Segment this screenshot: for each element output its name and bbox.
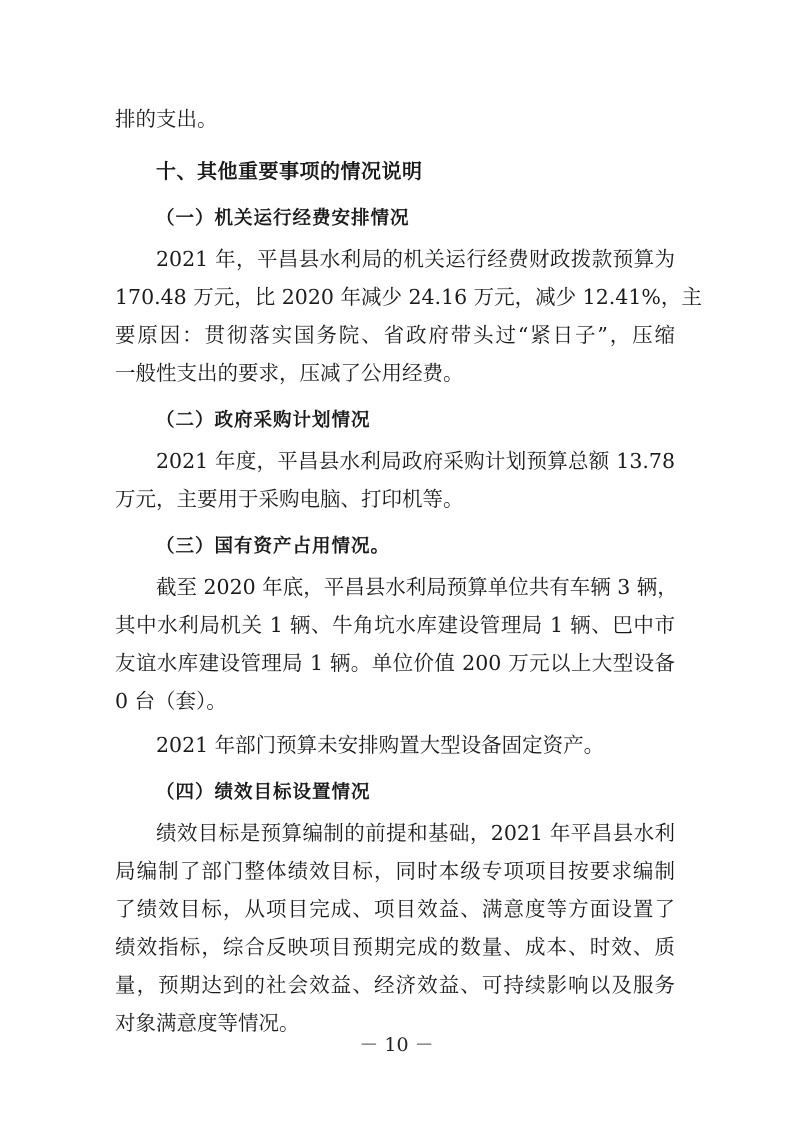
paragraph-line: 局编制了部门整体绩效目标，同时本级专项项目按要求编制 [115,859,675,883]
paragraph-line: 2021 年部门预算未安排购置大型设备固定资产。 [156,733,605,757]
paragraph-line: 友谊水库建设管理局 1 辆。单位价值 200 万元以上大型设备 [115,651,675,675]
paragraph-line: 了绩效目标，从项目完成、项目效益、满意度等方面设置了 [115,897,675,921]
paragraph-line: 2021 年，平昌县水利局的机关运行经费财政拨款预算为 [156,247,675,271]
paragraph-line: 其中水利局机关 1 辆、牛角坑水库建设管理局 1 辆、巴中市 [115,613,675,637]
paragraph [115,726,675,764]
paragraph-line: 对象满意度等情况。 [115,1011,300,1035]
paragraph [115,442,675,518]
section-title: 十、其他重要事项的情况说明 [156,159,423,183]
paragraph-line: 一般性支出的要求，压减了公用经费。 [115,361,464,385]
paragraph-line: 绩效指标，综合反映项目预期完成的数量、成本、时效、质 [115,935,675,959]
paragraph-line: 量，预期达到的社会效益、经济效益、可持续影响以及服务 [115,973,675,997]
paragraph-line: 170.48 万元，比 2020 年减少 24.16 万元，减少 12.41%，主 [115,285,702,309]
continued-line: 排的支出。 [115,107,218,131]
paragraph [115,568,678,720]
paragraph-line: 要原因：贯彻落实国务院、省政府带头过“紧日子”，压缩 [115,323,675,347]
page-number: － 10 － [359,1034,434,1056]
paragraph-line: 绩效目标是预算编制的前提和基础，2021 年平昌县水利 [156,821,675,845]
subsection-title-1: （一）机关运行经费安排情况 [156,208,410,229]
document-body [115,100,702,1048]
paragraph [115,240,702,392]
paragraph-line: 2021 年度，平昌县水利局政府采购计划预算总额 13.78 [156,449,675,473]
paragraph-line: 万元，主要用于采购电脑、打印机等。 [115,487,464,511]
paragraph-line: 截至 2020 年底，平昌县水利局预算单位共有车辆 3 辆， [156,575,678,599]
paragraph [115,814,675,1042]
paragraph-line: 0 台（套）。 [115,689,227,713]
subsection-title-2: （二）政府采购计划情况 [156,410,371,431]
subsection-title-4: （四）绩效目标设置情况 [156,782,371,803]
subsection-title-3: （三）国有资产占用情况。 [156,536,391,557]
